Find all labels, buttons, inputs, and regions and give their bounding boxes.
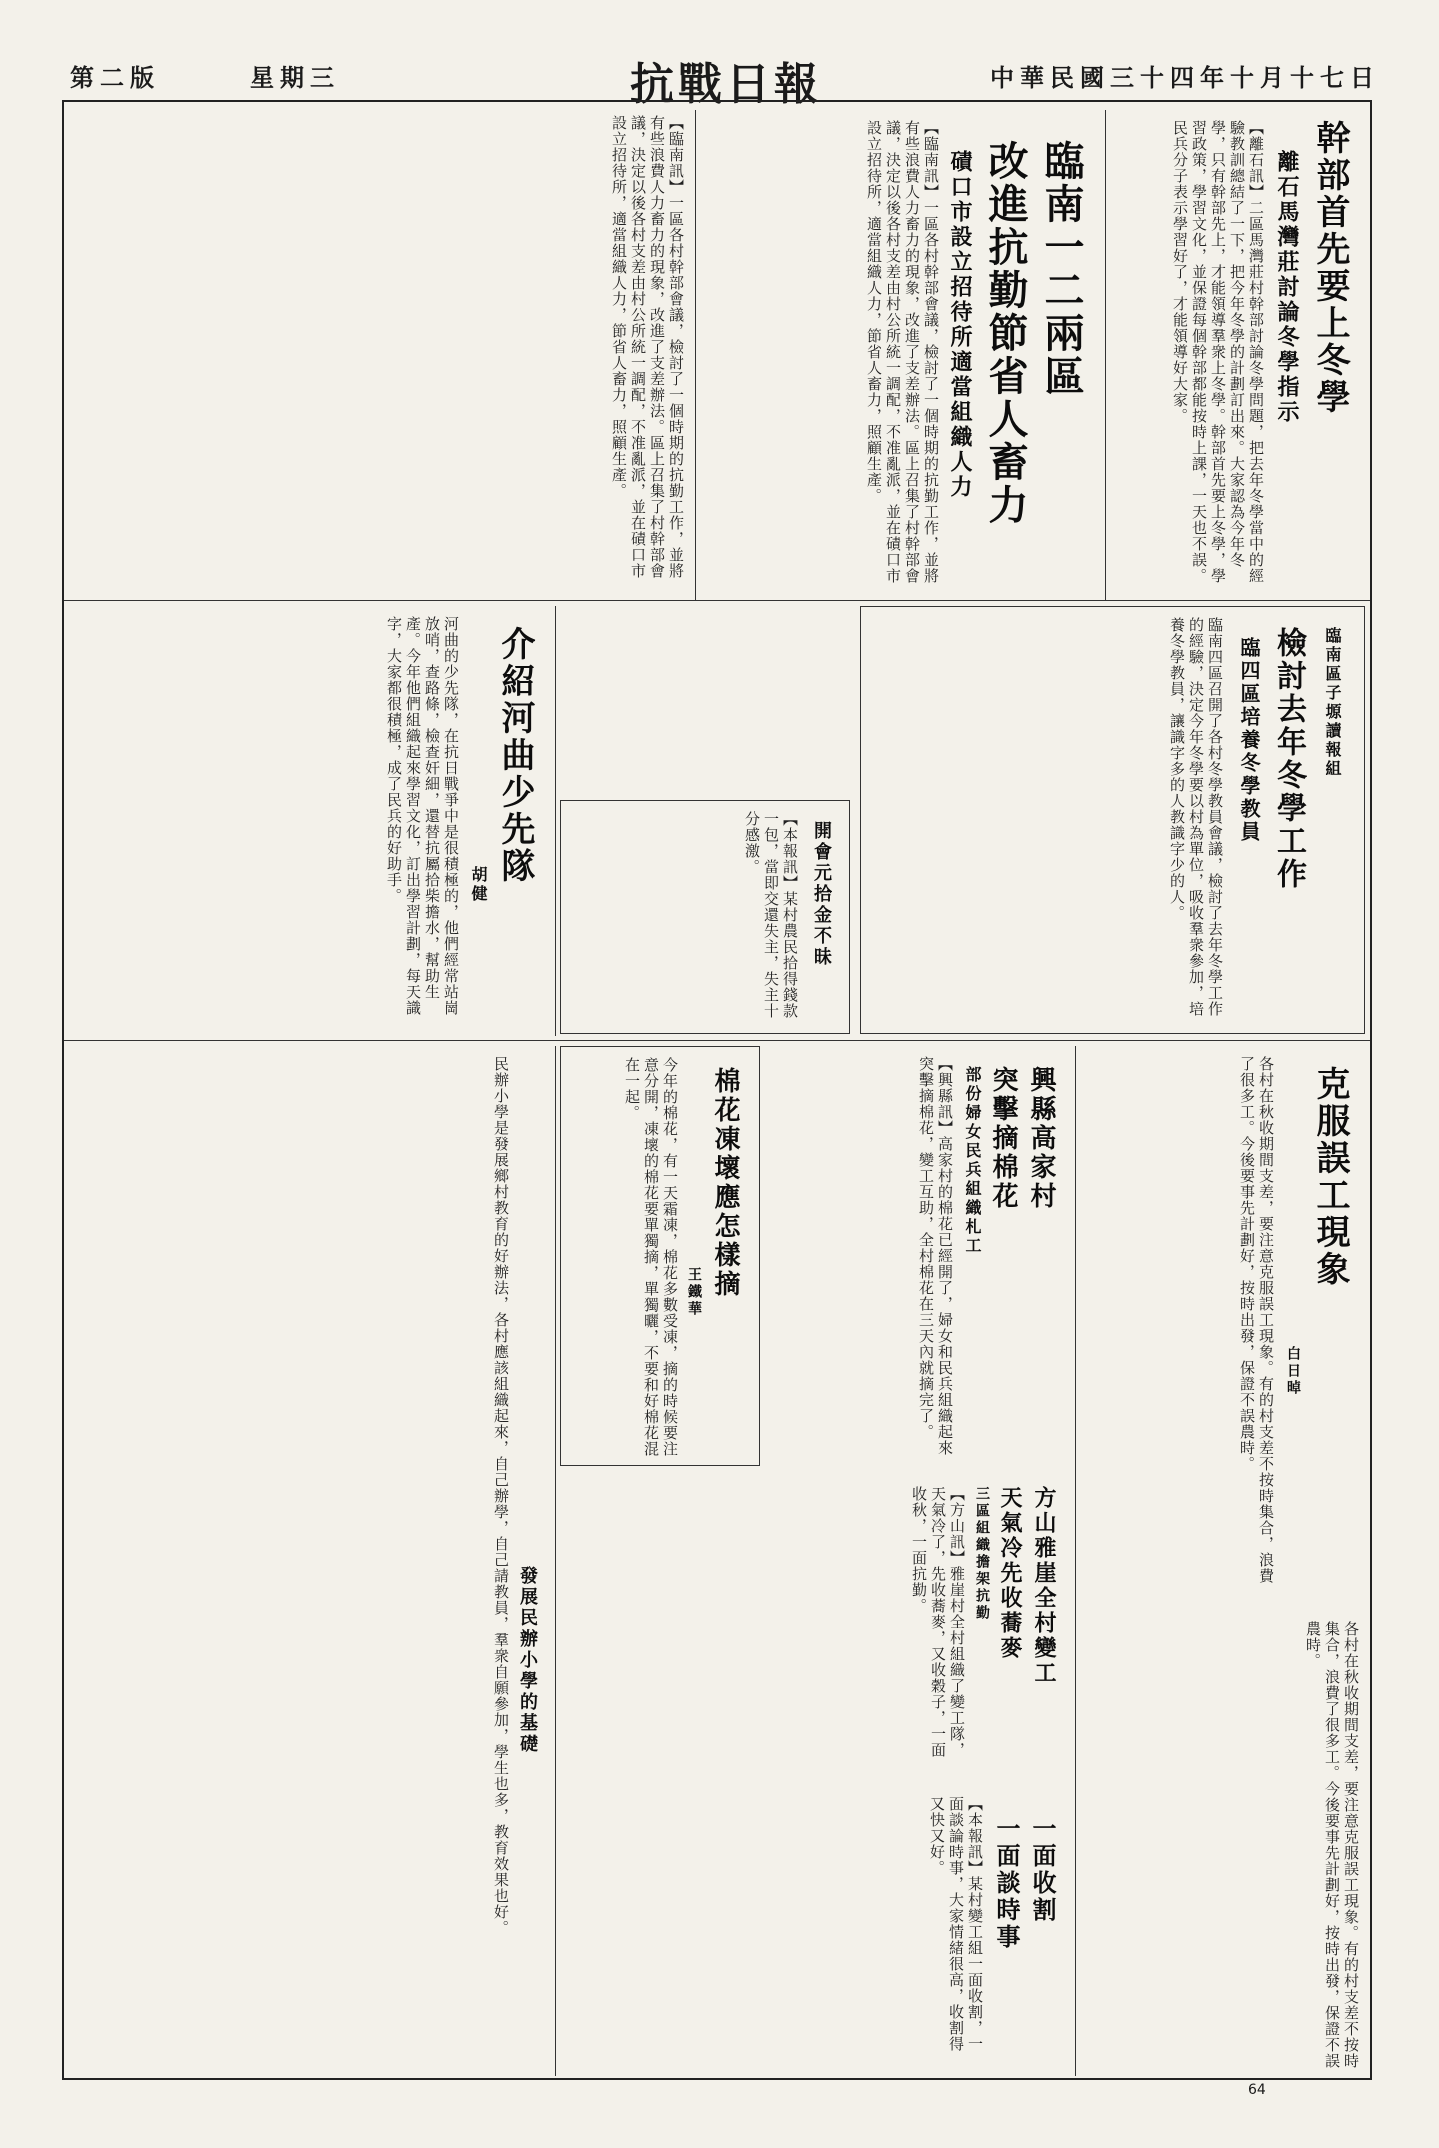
article-overcome-delay-continued: [1080, 1616, 1365, 2076]
headline-secondary: 天氣冷先收蕎麥: [997, 1486, 1023, 1661]
article-overcome-delay: [1080, 1046, 1365, 1606]
article-education: [70, 1046, 550, 2076]
article-body: 【本報訊】某村變工組一面收割，一面談論時事，大家情緒很高，收割得又快又好。: [928, 1796, 984, 2052]
article-linnan: [700, 110, 1100, 595]
headline-secondary: 突擊摘棉花: [988, 1066, 1018, 1211]
headline: 幹部首先要上冬學: [1310, 120, 1350, 416]
headline: 檢討去年冬學工作: [1271, 627, 1306, 891]
headline-secondary: 改進抗勤節省人畜力: [982, 140, 1029, 527]
subhead: 磧口市設立招待所適當組織人力: [947, 150, 973, 500]
subhead: 三區組織擔架抗勤: [974, 1486, 990, 1622]
article-harvest: [560, 1786, 1070, 2076]
headline: 臨南一二兩區: [1038, 140, 1085, 398]
subhead: 臨四區培養冬學教員: [1237, 637, 1261, 844]
article-fangshan: [560, 1476, 1070, 1776]
article-winter-school: [860, 606, 1365, 1034]
article-body: 【本報訊】某村農民拾得錢款一包，當即交還失主，失主十分感激。: [743, 811, 799, 1019]
page-number: 64: [1248, 2082, 1266, 2098]
author: 王鐵華: [686, 1267, 702, 1318]
article-cotton: [560, 1046, 760, 1466]
headline-secondary: 一面談時事: [992, 1816, 1021, 1951]
subhead: 部份婦女民兵組織札工: [963, 1066, 982, 1256]
weekday-label: 星期三: [250, 63, 340, 92]
edition-label: 第二版: [70, 63, 160, 92]
author: 胡健: [469, 866, 488, 904]
headline: 開會元拾金不昧: [811, 821, 832, 968]
article-body: 【方山訊】雅崖村全村組織了變工隊，天氣冷了，先收蕎麥，又收穀子，一面收秋，一面抗勤。: [910, 1486, 966, 1758]
article-body: 臨南四區召開了各村冬學教員會議，檢討了去年冬學工作的經驗，決定今年冬學要以村為單位，吸收羣衆參加，培養冬學教員，讓識字多的人教識字少的人。: [1168, 617, 1224, 1017]
masthead: [70, 48, 1380, 110]
article-xing-county: [770, 1046, 1070, 1466]
headline: 棉花凍壞應怎樣摘: [710, 1067, 740, 1299]
article-body: 民辦小學是發展鄉村教育的好辦法，各村應該組織起來，自己辦學，自己請教員，羣衆自願參加，學生也多，教育效果也好。: [492, 1056, 510, 1936]
article-money: [560, 800, 850, 1034]
article-linnan-continued: [70, 110, 690, 595]
newspaper-logo: 抗戰日報: [630, 59, 822, 110]
headline: 發展民辦小學的基礎: [517, 1566, 538, 1755]
article-body: 【興縣訊】高家村的棉花已經開了，婦女和民兵組織起來突擊摘棉花，變工互助，全村棉花在三天內就摘完了。: [917, 1056, 954, 1456]
article-body: 【離石訊】二區馬灣莊村幹部討論冬學問題，把去年冬學當中的經驗教訓總結了一下，把今年冬學的計劃訂出來。大家認為今年冬學，只有幹部先上，才能領導羣衆上冬學。幹部首先要上冬學，學習政策，學習文化，並保證每個幹部都能按時上課，一天也不誤。民兵分子表示學習好了，才能領導好大家。: [1171, 120, 1265, 584]
headline: 方山雅崖全村變工: [1031, 1486, 1057, 1686]
article-cadre: [1110, 110, 1365, 595]
article-body: 【臨南訊】一區各村幹部會議，檢討了一個時期的抗勤工作，並將有些浪費人力畜力的現象，改進了支差辦法。區上召集了村幹部會議，決定以後各村支差由村公所統一調配，不准亂派，並在磧口市設立招待所，適當組織人力，節省人畜力，照顧生產。: [865, 120, 940, 584]
article-body: 各村在秋收期間支差，要注意克服誤工現象。有的村支差不按時集合，浪費了很多工。今後要事先計劃好，按時出發，保證不誤農時。: [1238, 1056, 1275, 1584]
headline: 介紹河曲少先隊: [495, 626, 535, 885]
tag: 臨南區子塬讀報組: [1323, 627, 1342, 779]
article-body: 今年的棉花，有一天霜凍，棉花多數受凍，摘的時候要注意分開，凍壞的棉花要單獨摘，單獨曬，不要和好棉花混在一起。: [623, 1057, 679, 1457]
subhead: 離石馬灣莊討論冬學指示: [1274, 150, 1300, 425]
article-body-continued: 【臨南訊】一區各村幹部會議，檢討了一個時期的抗勤工作，並將有些浪費人力畜力的現象，改進了支差辦法。區上召集了村幹部會議，決定以後各村支差由村公所統一調配，不准亂派，並在磧口市設立招待所，適當組織人力，節省人畜力，照顧生產。: [610, 115, 685, 579]
article-pioneer: [70, 606, 550, 1034]
article-body-continued: 各村在秋收期間支差，要注意克服誤工現象。有的村支差不按時集合，浪費了很多工。今後要事先計劃好，按時出發，保證不誤農時。: [1304, 1621, 1360, 2069]
author: 白日晫: [1285, 1346, 1301, 1397]
article-body: 河曲的少先隊，在抗日戰爭中是很積極的，他們經常站崗放哨，查路條，檢查奸細，還替抗屬拾柴擔水，幫助生產。今年他們組織起來學習文化，訂出學習計劃，每天識字，大家都很積極，成了民兵的好助手。: [385, 616, 460, 1016]
headline: 興縣高家村: [1026, 1066, 1056, 1211]
headline: 一面收割: [1028, 1816, 1057, 1924]
issue-date: 中華民國三十四年十月十七日: [990, 63, 1380, 92]
headline: 克服誤工現象: [1310, 1066, 1350, 1288]
